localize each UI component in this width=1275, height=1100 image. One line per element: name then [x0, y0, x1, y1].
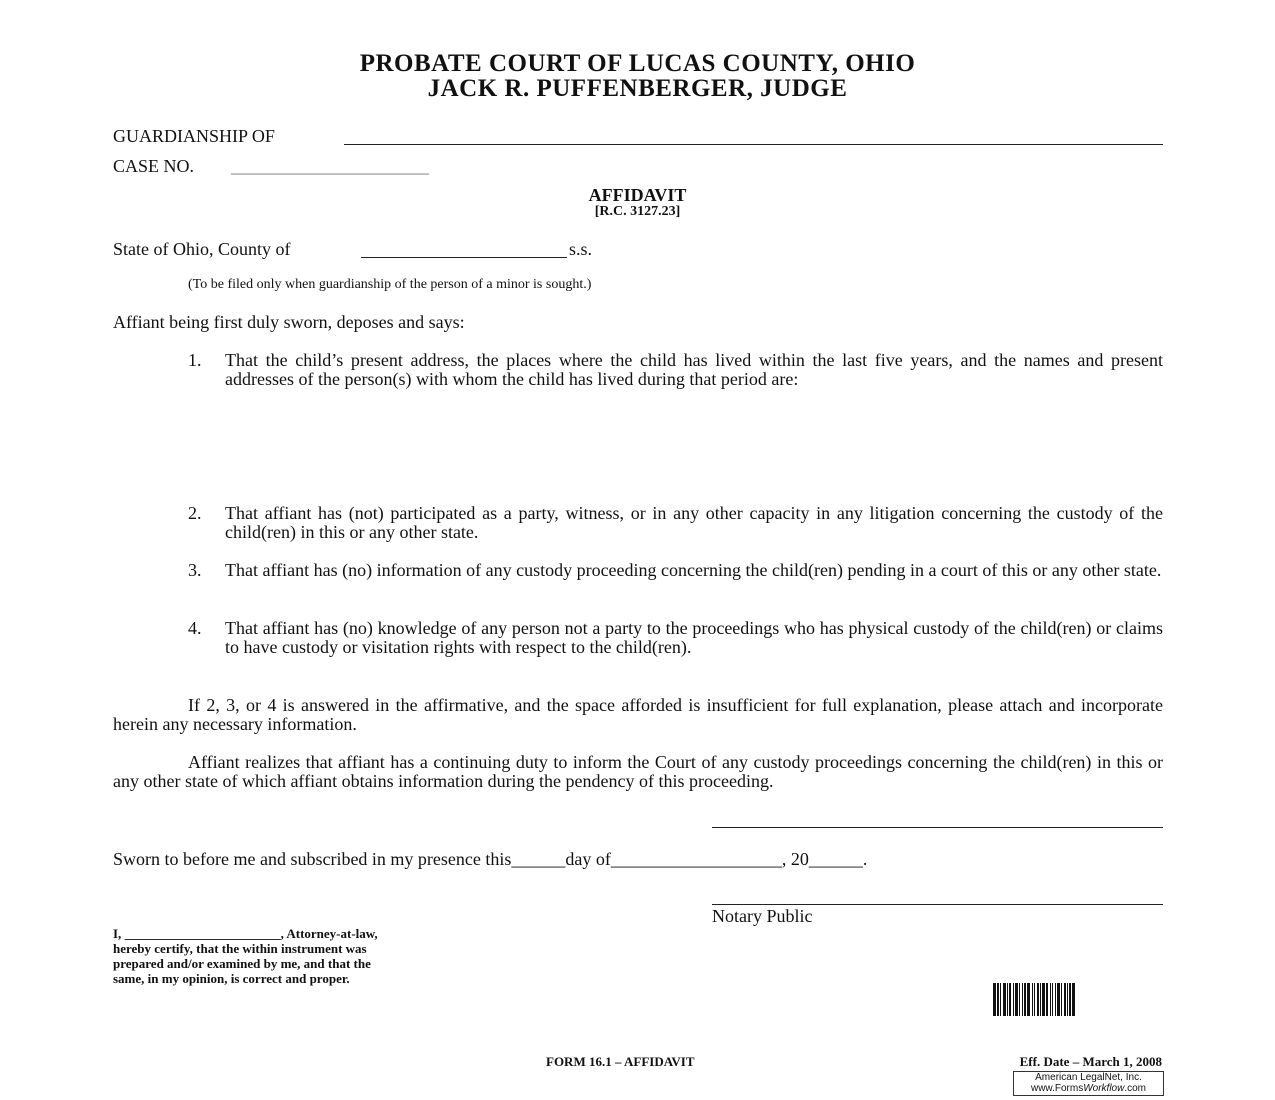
guardianship-label: GUARDIANSHIP OF [113, 126, 275, 146]
guardianship-field[interactable] [344, 144, 1163, 145]
sworn-year-field[interactable]: ______ [808, 849, 863, 869]
barcode-icon [993, 983, 1163, 1016]
affidavit-title: AFFIDAVIT [588, 185, 687, 205]
sworn-prefix: Sworn to before me and subscribed in my presence this [113, 849, 512, 869]
publisher-name: American LegalNet, Inc. [1035, 1072, 1142, 1083]
item-number: 3. [188, 560, 202, 580]
attorney-line-1 [113, 926, 493, 941]
publisher-url-suffix: .com [1124, 1083, 1147, 1094]
filing-note: (To be filed only when guardianship of the person of a minor is sought.) [188, 277, 592, 292]
notary-signature-field[interactable] [712, 904, 1163, 905]
item-text: That affiant has (no) information of any custody proceeding concerning the child(ren) pending in a court of this or any other state. [225, 560, 1162, 580]
venue-suffix: s.s. [569, 239, 593, 259]
item-number: 2. [188, 503, 202, 523]
attorney-line-3: prepared and/or examined by me, and that the [113, 956, 371, 971]
statute-ref: [R.C. 3127.23] [594, 204, 681, 219]
form-id: FORM 16.1 – AFFIDAVIT [546, 1054, 695, 1069]
intro-text: Affiant being first duly sworn, deposes and says: [113, 312, 465, 332]
item-number: 4. [188, 618, 202, 638]
publisher-url-italic: Workflow [1083, 1083, 1125, 1094]
court-title: PROBATE COURT OF LUCAS COUNTY, OHIO [359, 50, 916, 77]
attorney-certification [113, 926, 493, 986]
paragraph-affirmative: If 2, 3, or 4 is answered in the affirmative, and the space afforded is insufficient for full explanation, please attach and incorporate herein any necessary information. [113, 695, 1163, 734]
attorney-name-field[interactable]: ________________________ [124, 926, 281, 941]
sworn-month-field[interactable]: ___________________ [610, 849, 782, 869]
attorney-line-4: same, in my opinion, is correct and proper. [113, 971, 350, 986]
publisher-url[interactable] [1014, 1083, 1163, 1094]
notary-label: Notary Public [712, 906, 813, 926]
item-text: That affiant has (no) knowledge of any person not a party to the proceedings who has physical custody of the child(ren) or claims to have custody or visitation rights with respect to the child(ren). [225, 618, 1163, 657]
item-text: That the child’s present address, the places where the child has lived within the last five years, and the names and present addresses of the person(s) with whom the child has lived during that period are: [225, 350, 1163, 389]
attorney-suffix: , Attorney-at-law, [280, 926, 378, 941]
case-number-field[interactable]: ______________________ [231, 156, 429, 176]
attorney-prefix: I, [113, 926, 125, 941]
affiant-signature-field[interactable] [712, 827, 1163, 828]
county-field[interactable] [361, 257, 567, 258]
judge-title: JACK R. PUFFENBERGER, JUDGE [427, 75, 848, 102]
effective-date: Eff. Date – March 1, 2008 [1019, 1054, 1162, 1069]
case-label: CASE NO. [113, 156, 195, 176]
attorney-line-2: hereby certify, that the within instrument was [113, 941, 367, 956]
venue-label: State of Ohio, County of [113, 239, 291, 259]
publisher-url-prefix: www.Forms [1030, 1083, 1084, 1094]
sworn-day-of: day of [565, 849, 611, 869]
sworn-year-prefix: , 20 [781, 849, 809, 869]
sworn-statement [113, 849, 867, 870]
publisher-box [1013, 1071, 1164, 1096]
paragraph-continuing-duty: Affiant realizes that affiant has a continuing duty to inform the Court of any custody proceedings concerning the child(ren) in this or any other state of which affiant obtains information during the pendency of this proceeding. [113, 752, 1163, 791]
item-text: That affiant has (not) participated as a party, witness, or in any other capacity in any litigation concerning the custody of the child(ren) in this or any other state. [225, 503, 1163, 542]
sworn-end: . [862, 849, 868, 869]
sworn-day-field[interactable]: ______ [511, 849, 566, 869]
item-number: 1. [188, 350, 202, 370]
